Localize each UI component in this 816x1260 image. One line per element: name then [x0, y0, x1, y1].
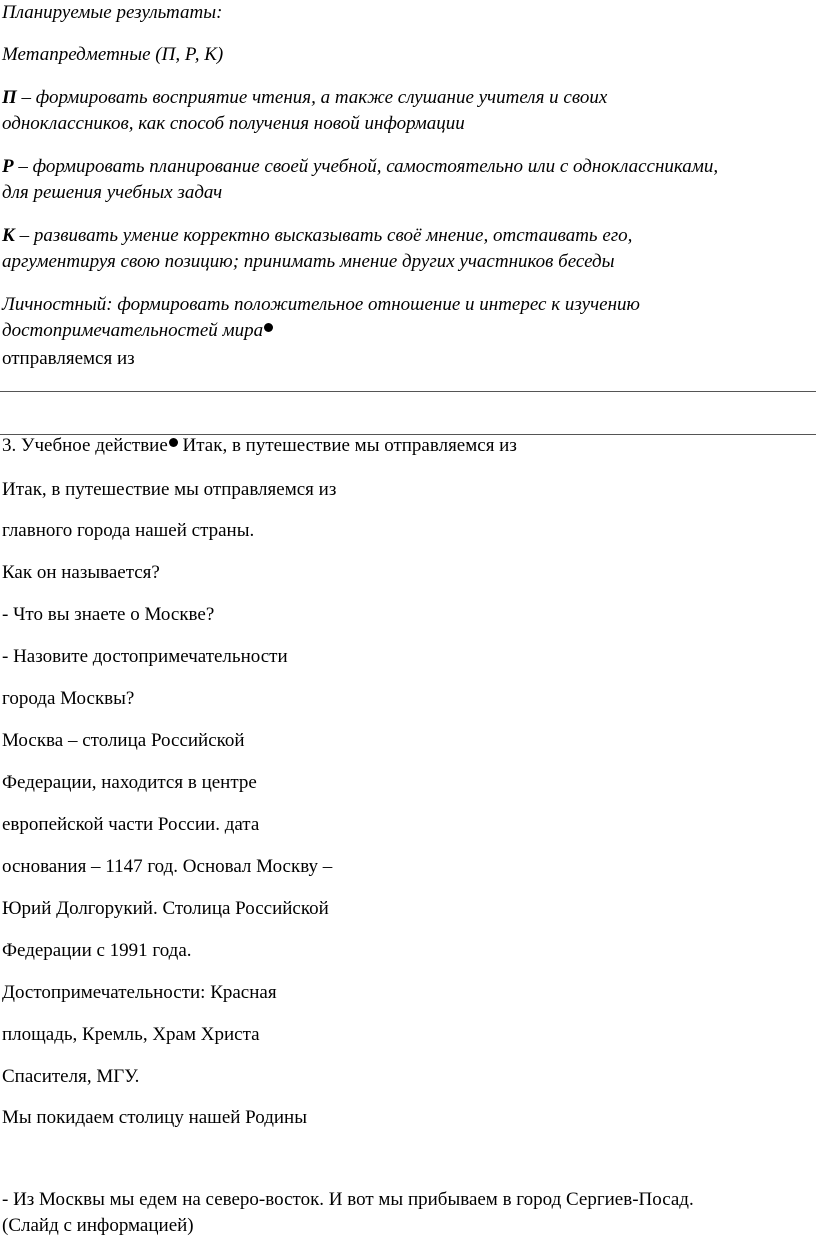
section3-heading-prefix: 3. Учебное действие: [2, 435, 168, 456]
objective-k-line1: [2, 225, 632, 247]
section3-line: Спасителя, МГУ.: [2, 1066, 140, 1087]
objective-k-letter: К: [2, 225, 15, 246]
objective-p-line2: одноклассников, как способ получения новой информации: [2, 113, 465, 134]
personal-line1: Личностный: формировать положительное отношение и интерес к изучению: [2, 294, 640, 315]
section3-line: европейской части России. дата: [2, 814, 260, 835]
objectives-heading: Планируемые результаты:: [2, 2, 223, 23]
objective-k-line2: аргументируя свою позицию; принимать мнение других участников беседы: [2, 251, 615, 272]
section3-line: Мы покидаем столицу нашей Родины: [2, 1107, 307, 1128]
section3-heading: [2, 435, 517, 457]
section3-line: Федерации, находится в центре: [2, 772, 257, 793]
bullet-icon: [169, 438, 178, 447]
section3-line: площадь, Кремль, Храм Христа: [2, 1024, 260, 1045]
objective-r-line2: для решения учебных задач: [2, 182, 223, 203]
objective-r-letter: Р: [2, 156, 14, 177]
divider-line: [0, 391, 816, 392]
section3-line: города Москвы?: [2, 688, 135, 709]
section3-line: - Что вы знаете о Москве?: [2, 604, 215, 625]
objective-r-line1: [2, 156, 718, 178]
personal-line2: [2, 320, 273, 342]
bullet-icon: [264, 323, 273, 332]
section3-line: Москва – столица Российской: [2, 730, 245, 751]
section3-line: основания – 1147 год. Основал Москву –: [2, 856, 333, 877]
section3-line: Как он называется?: [2, 562, 160, 583]
section3-line: - Назовите достопримечательности: [2, 646, 288, 667]
section3-line: Итак, в путешествие мы отправляемся из: [2, 479, 337, 500]
trailing-text: отправляемся из: [2, 348, 135, 369]
objective-k-text: – развивать умение корректно высказывать своё мнение, отстаивать его,: [14, 225, 633, 246]
section3-line: Федерации с 1991 года.: [2, 940, 192, 961]
meta-heading: Метапредметные (П, Р, К): [2, 44, 224, 65]
section3-line: Достопримечательности: Красная: [2, 982, 277, 1003]
objective-p-letter: П: [2, 87, 17, 108]
section3-line: главного города нашей страны.: [2, 520, 255, 541]
objective-p-line1: [2, 87, 607, 109]
objective-p-text: – формировать восприятие чтения, а также слушание учителя и своих: [16, 87, 608, 108]
section3-line: Юрий Долгорукий. Столица Российской: [2, 898, 329, 919]
section3-heading-suffix: Итак, в путешествие мы отправляемся из: [177, 435, 517, 456]
objective-r-text: – формировать планирование своей учебной, самостоятельно или с одноклассниками,: [13, 156, 719, 177]
personal-line2-text: достопримечательностей мира: [2, 320, 264, 341]
final-line1: - Из Москвы мы едем на северо-восток. И вот мы прибываем в город Сергиев-Посад.: [2, 1189, 694, 1210]
final-line2: (Слайд с информацией): [2, 1215, 194, 1236]
